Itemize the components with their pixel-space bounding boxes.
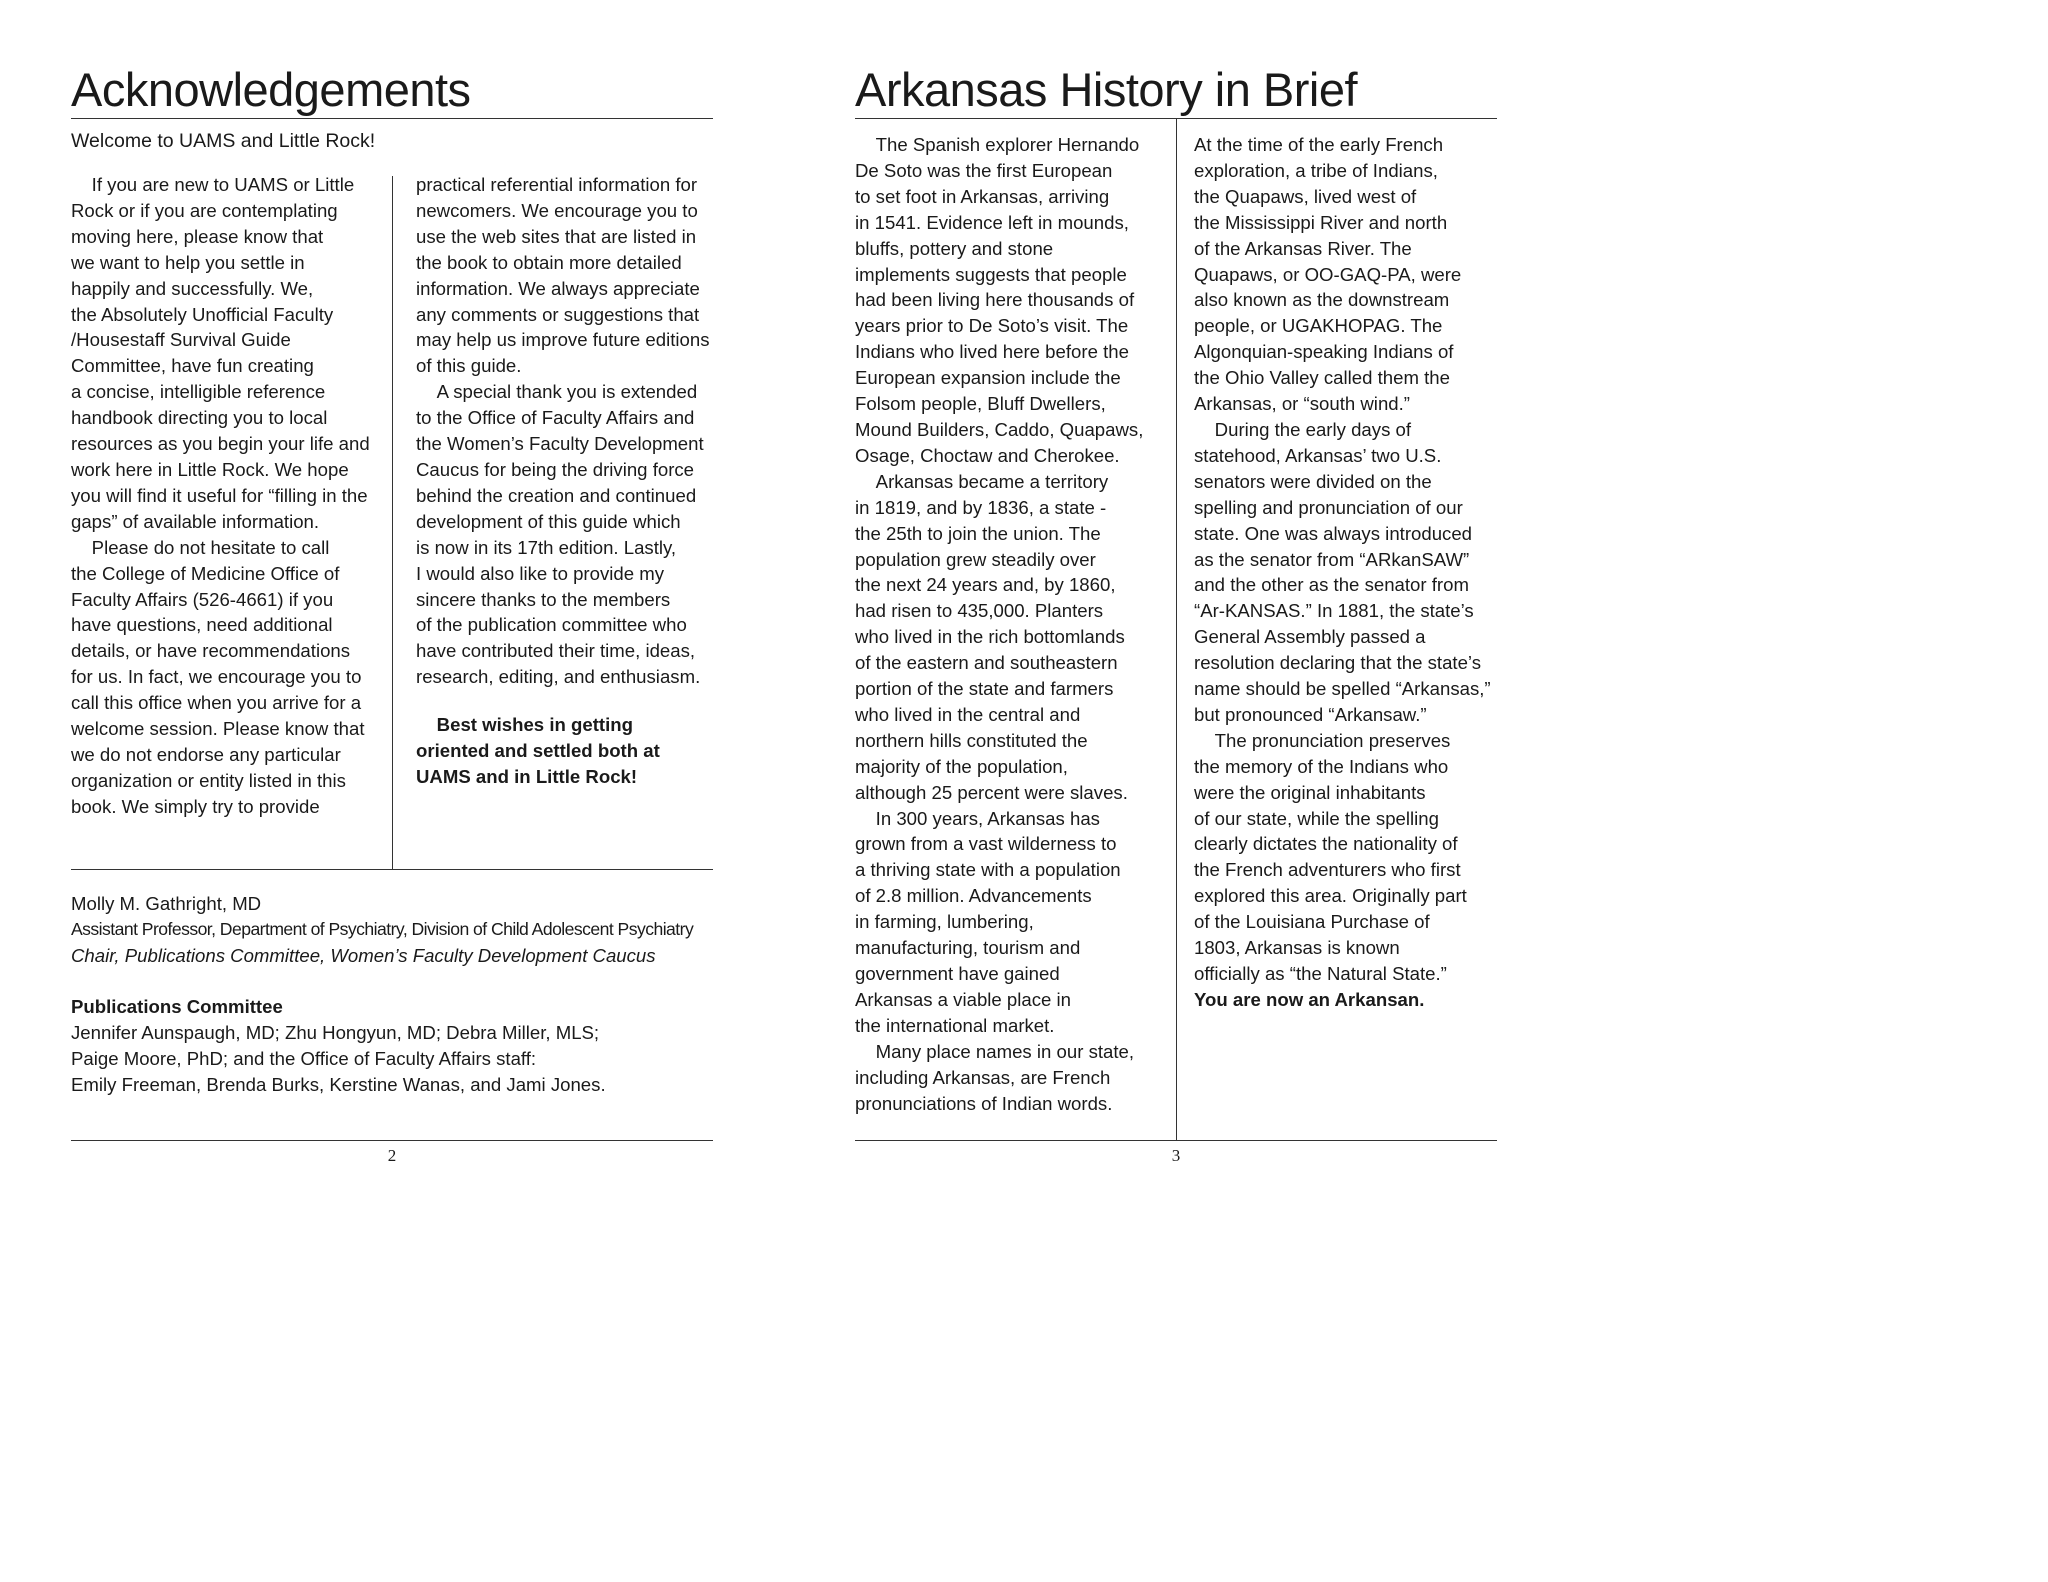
text-line: the memory of the Indians who (1194, 755, 1449, 777)
text-line: gaps” of available information. (71, 510, 320, 532)
text-line: and the other as the senator from (1194, 574, 1469, 596)
left-column-2 (416, 172, 710, 690)
left-footer-rule (71, 1140, 713, 1141)
text-line: work here in Little Rock. We hope (71, 458, 349, 480)
text-line: the Women’s Faculty Development (416, 433, 704, 455)
text-line: people, or UGAKHOPAG. The (1194, 315, 1443, 337)
text-line: I would also like to provide my (416, 562, 665, 584)
text-line: had been living here thousands of (855, 289, 1135, 311)
text-line: Quapaws, or OO-GAQ-PA, were (1194, 263, 1462, 285)
text-line: manufacturing, tourism and (855, 937, 1081, 959)
right-column-1 (855, 132, 1143, 1116)
text-line: sincere thanks to the members (416, 588, 671, 610)
text-line: 1803, Arkansas is known (1194, 937, 1400, 959)
text-line: Jennifer Aunspaugh, MD; Zhu Hongyun, MD; Debra Miller, MLS; (71, 1022, 600, 1043)
left-title-rule (71, 118, 713, 119)
text-line: Arkansas a viable place in (855, 988, 1072, 1010)
signature-position: Assistant Professor, Department of Psychiatry, Division of Child Adolescent Psychiatry (71, 919, 694, 939)
text-line: of the Arkansas River. The (1194, 237, 1412, 259)
text-line: Many place names in our state, (875, 1040, 1135, 1062)
text-line: in farming, lumbering, (855, 911, 1034, 933)
text-line: book. We simply try to provide (71, 795, 320, 817)
text-line: but pronounced “Arkansaw.” (1194, 703, 1427, 725)
text-line: officially as “the Natural State.” (1194, 963, 1447, 984)
text-line: who lived in the rich bottomlands (855, 626, 1125, 648)
text-line: state. One was always introduced (1194, 522, 1473, 544)
text-line: the international market. (855, 1014, 1055, 1036)
text-line: Arkansas became a territory (875, 470, 1109, 492)
text-line: have questions, need additional (71, 614, 333, 636)
text-line: name should be spelled “Arkansas,” (1194, 678, 1491, 700)
text-line: of the publication committee who (416, 614, 687, 636)
text-line: If you are new to UAMS or Little (91, 174, 355, 195)
text-line: a concise, intelligible reference (71, 381, 326, 403)
text-line: government have gained (855, 963, 1060, 984)
text-line: UAMS and in Little Rock! (416, 765, 638, 787)
text-line: northern hills constituted the (855, 729, 1088, 751)
text-line: The pronunciation preserves (1214, 729, 1451, 751)
text-line: Rock or if you are contemplating (71, 199, 338, 221)
left-column-divider (392, 176, 393, 870)
text-line: of our state, while the spelling (1194, 807, 1439, 829)
committee-members (71, 1020, 606, 1098)
text-line: statehood, Arkansas’ two U.S. (1194, 444, 1442, 466)
text-line: Please do not hesitate to call (91, 536, 330, 558)
text-line: majority of the population, (855, 755, 1068, 777)
text-line: we want to help you settle in (71, 251, 305, 273)
left-page-title: Acknowledgements (71, 63, 471, 116)
text-line: clearly dictates the nationality of (1194, 833, 1458, 855)
text-line: research, editing, and enthusiasm. (416, 666, 701, 688)
text-line: spelling and pronunciation of our (1194, 496, 1463, 518)
text-line: A special thank you is extended (436, 381, 698, 403)
text-line: in 1541. Evidence left in mounds, (855, 211, 1129, 233)
left-page-subtitle: Welcome to UAMS and Little Rock! (71, 130, 376, 152)
text-line: we do not endorse any particular (71, 743, 341, 765)
text-line: of 2.8 million. Advancements (855, 885, 1092, 907)
text-line: resources as you begin your life and (71, 433, 370, 455)
signature-chair: Chair, Publications Committee, Women’s Faculty Development Caucus (71, 945, 656, 966)
text-line: any comments or suggestions that (416, 303, 700, 325)
text-line: Osage, Choctaw and Cherokee. (855, 444, 1120, 466)
text-line: “Ar-KANSAS.” In 1881, the state’s (1194, 600, 1474, 622)
closing-line: You are now an Arkansan. (1194, 988, 1425, 1010)
text-line: portion of the state and farmers (855, 678, 1114, 700)
text-line: behind the creation and continued (416, 484, 697, 506)
text-line: During the early days of (1214, 418, 1412, 440)
text-line: for us. In fact, we encourage you to (71, 666, 362, 688)
text-line: as the senator from “ARkanSAW” (1194, 548, 1470, 570)
text-line: Arkansas, or “south wind.” (1194, 393, 1410, 415)
text-line: of this guide. (416, 355, 522, 377)
text-line: the College of Medicine Office of (71, 562, 340, 584)
text-line: a thriving state with a population (855, 859, 1121, 881)
text-line: the French adventurers who first (1194, 859, 1461, 881)
text-line: explored this area. Originally part (1194, 885, 1467, 907)
right-page-number: 3 (1171, 1146, 1181, 1165)
left-column-1 (71, 172, 370, 820)
text-line: resolution declaring that the state’s (1194, 652, 1482, 674)
text-line: At the time of the early French (1194, 134, 1444, 155)
text-line: is now in its 17th edition. Lastly, (416, 536, 677, 558)
text-line: Indians who lived here before the (855, 341, 1129, 363)
right-footer-rule (855, 1140, 1497, 1141)
text-line: General Assembly passed a (1194, 626, 1426, 648)
text-line: grown from a vast wilderness to (855, 833, 1117, 855)
text-line: Emily Freeman, Brenda Burks, Kerstine Wanas, and Jami Jones. (71, 1073, 606, 1095)
text-line: pronunciations of Indian words. (855, 1092, 1113, 1114)
text-line: the Mississippi River and north (1194, 211, 1448, 233)
text-line: use the web sites that are listed in (416, 225, 697, 247)
text-line: Algonquian-speaking Indians of (1194, 341, 1454, 363)
text-line: senators were divided on the (1194, 470, 1432, 492)
text-line: call this office when you arrive for a (71, 692, 362, 714)
text-line: the Absolutely Unofficial Faculty (71, 303, 334, 325)
text-line: exploration, a tribe of Indians, (1194, 159, 1438, 181)
text-line: Folsom people, Bluff Dwellers, (855, 393, 1106, 415)
right-column-2 (1194, 132, 1491, 1013)
text-line: to set foot in Arkansas, arriving (855, 185, 1110, 207)
signature-name: Molly M. Gathright, MD (71, 893, 262, 914)
text-line: you will find it useful for “filling in the (71, 484, 368, 506)
text-line: have contributed their time, ideas, (416, 640, 696, 662)
text-line: Best wishes in getting (436, 714, 633, 735)
text-line: who lived in the central and (855, 703, 1081, 725)
text-line: Faculty Affairs (526-4661) if you (71, 588, 334, 610)
text-line: the 25th to join the union. The (855, 522, 1101, 544)
text-line: In 300 years, Arkansas has (875, 807, 1100, 829)
text-line: bluffs, pottery and stone (855, 237, 1054, 259)
text-line: had risen to 435,000. Planters (855, 600, 1104, 622)
text-line: European expansion include the (855, 367, 1121, 389)
text-line: organization or entity listed in this (71, 769, 346, 791)
text-line: Mound Builders, Caddo, Quapaws, (855, 418, 1144, 440)
committee-heading: Publications Committee (71, 996, 283, 1017)
text-line: in 1819, and by 1836, a state - (855, 496, 1107, 518)
text-line: years prior to De Soto’s visit. The (855, 315, 1129, 337)
text-line: of the eastern and southeastern (855, 652, 1118, 674)
text-line: moving here, please know that (71, 225, 324, 247)
text-line: implements suggests that people (855, 263, 1127, 285)
text-line: the Ohio Valley called them the (1194, 367, 1450, 389)
text-line: Committee, have fun creating (71, 355, 314, 377)
text-line: Paige Moore, PhD; and the Office of Faculty Affairs staff: (71, 1047, 537, 1069)
text-line: the book to obtain more detailed (416, 251, 682, 273)
text-line: practical referential information for (416, 174, 698, 195)
right-column-divider (1176, 118, 1177, 1140)
text-line: also known as the downstream (1194, 289, 1450, 311)
text-line: happily and successfully. We, (71, 277, 314, 299)
right-page-title: Arkansas History in Brief (855, 63, 1358, 116)
text-line: oriented and settled both at (416, 739, 660, 761)
text-line: to the Office of Faculty Affairs and (416, 407, 695, 429)
text-line: handbook directing you to local (71, 407, 328, 429)
text-line: De Soto was the first European (855, 159, 1113, 181)
text-line: may help us improve future editions (416, 329, 710, 351)
text-line: development of this guide which (416, 510, 681, 532)
text-line: welcome session. Please know that (71, 718, 365, 740)
text-line: /Housestaff Survival Guide (71, 329, 291, 351)
text-line: population grew steadily over (855, 548, 1096, 570)
text-line: the next 24 years and, by 1860, (855, 574, 1116, 596)
text-line: The Spanish explorer Hernando (875, 134, 1140, 155)
text-line: were the original inhabitants (1194, 781, 1426, 803)
text-line: although 25 percent were slaves. (855, 781, 1128, 803)
left-page-number: 2 (387, 1146, 397, 1165)
text-line: details, or have recommendations (71, 640, 351, 662)
text-line: including Arkansas, are French (855, 1066, 1111, 1088)
left-mid-rule (71, 869, 713, 870)
text-line: newcomers. We encourage you to (416, 199, 698, 221)
text-line: of the Louisiana Purchase of (1194, 911, 1430, 933)
closing-wishes (416, 712, 660, 790)
text-line: Caucus for being the driving force (416, 458, 695, 480)
text-line: information. We always appreciate (416, 277, 700, 299)
text-line: the Quapaws, lived west of (1194, 185, 1417, 207)
